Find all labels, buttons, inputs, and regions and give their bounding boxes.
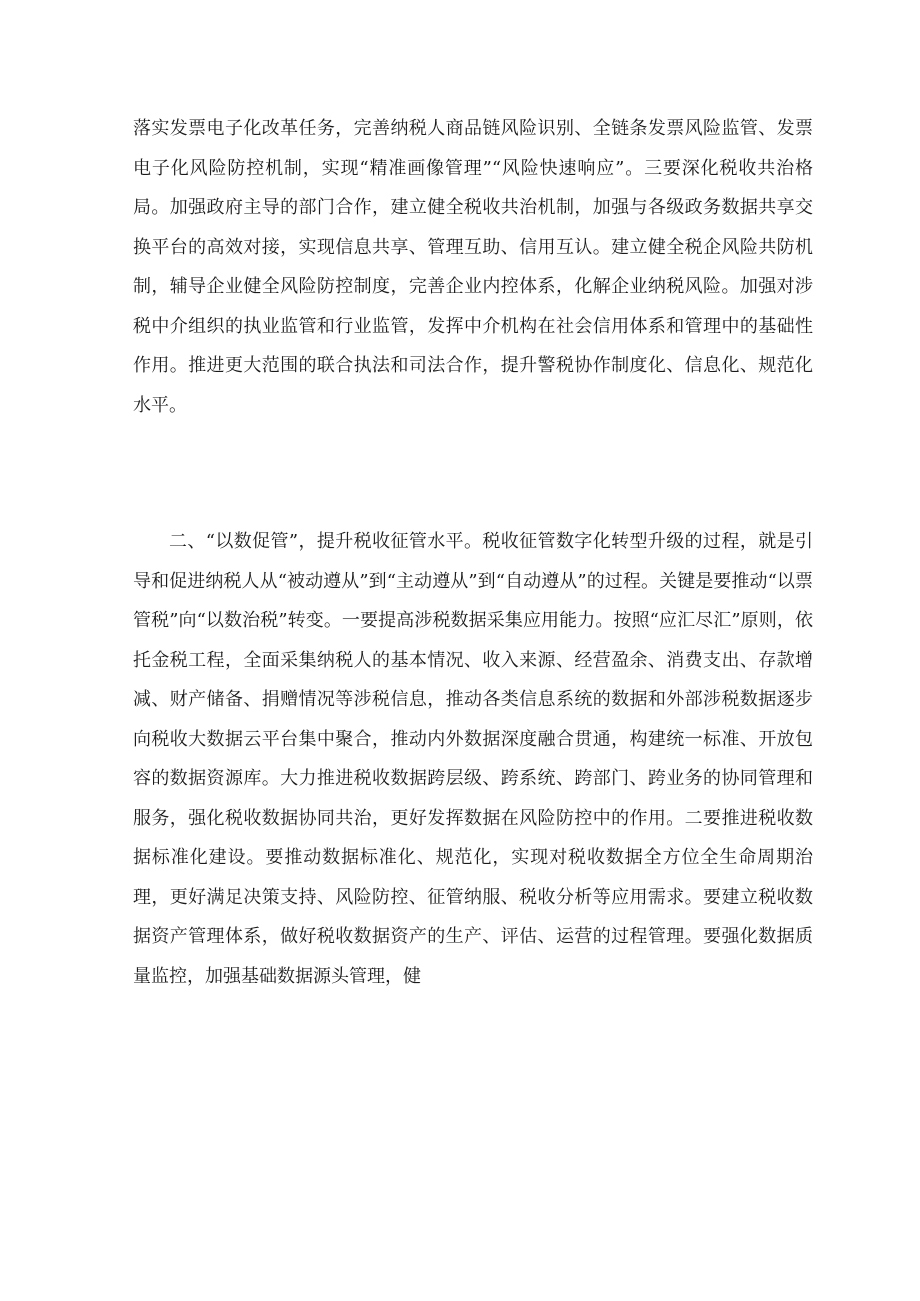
paragraph-continued: 落实发票电子化改革任务，完善纳税人商品链风险识别、全链条发票风险监管、发票电子化风险防控机制，实现“精准画像管理”“风险快速响应”。三要深化税收共治格局。加强政府主导的部门合作，建立健全税收共治机制，加强与各级政务数据共享交换平台的高效对接，实现信息共享、管理互助、信用互认。建立健全税企风险共防机制，辅导企业健全风险防控制度，完善企业内控体系，化解企业纳税风险。加强对涉税中介组织的执业监管和行业监管，发挥中介机构在社会信用体系和管理中的基础性作用。推进更大范围的联合执法和司法合作，提升警税协作制度化、信息化、规范化水平。 bbox=[133, 118, 813, 416]
paragraph-section-two: 二、“以数促管”，提升税收征管水平。税收征管数字化转型升级的过程，就是引导和促进纳税人从“被动遵从”到“主动遵从”到“自动遵从”的过程。关键是要推动“以票管税”向“以数治税”转变。一要提高涉税数据采集应用能力。按照“应汇尽汇”原则，依托金税工程，全面采集纳税人的基本情况、收入来源、经营盈余、消费支出、存款增减、财产储备、捐赠情况等涉税信息，推动各类信息系统的数据和外部涉税数据逐步向税收大数据云平台集中聚合，推动内外数据深度融合贯通，构建统一标准、开放包容的数据资源库。大力推进税收数据跨层级、跨系统、跨部门、跨业务的协同管理和服务，强化税收数据协同共治，更好发挥数据在风险防控中的作用。二要推进税收数据标准化建设。要推动数据标准化、规范化，实现对税收数据全方位全生命周期治理，更好满足决策支持、风险防控、征管纳服、税收分析等应用需求。要建立税收数据资产管理体系，做好税收数据资产的生产、评估、运营的过程管理。要强化数据质量监控，加强基础数据源头管理，健 bbox=[133, 531, 813, 987]
